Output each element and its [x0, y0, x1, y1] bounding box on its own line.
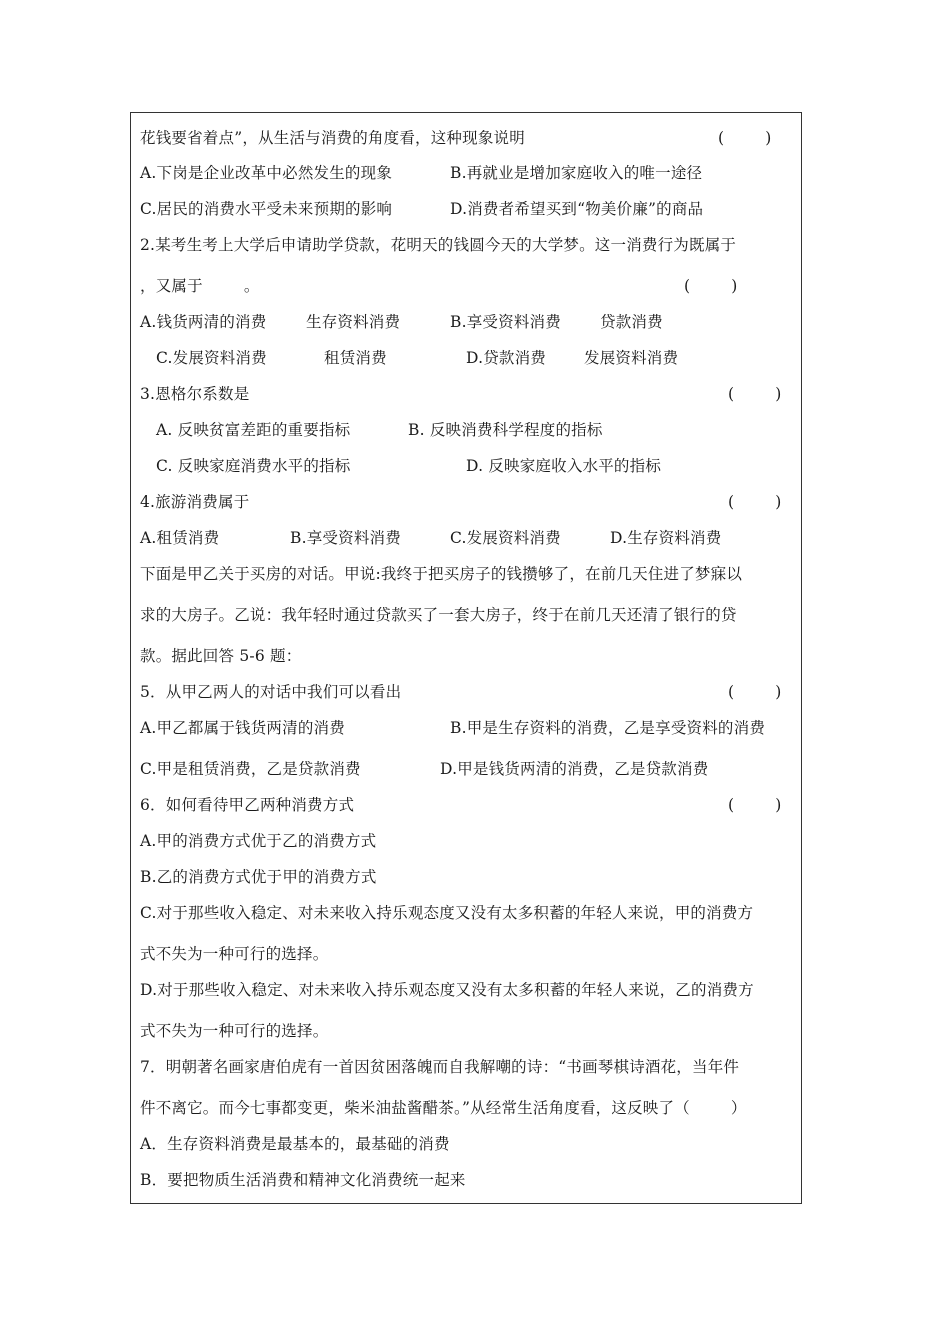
q3-option-a: A. 反映贫富差距的重要指标 [156, 421, 351, 439]
q5-stem-text: 5．从甲乙两人的对话中我们可以看出 [140, 683, 402, 701]
q1-stem-text: 花钱要省着点”，从生活与消费的角度看，这种现象说明 [140, 129, 525, 147]
q3-option-d: D. 反映家庭收入水平的指标 [466, 457, 662, 475]
q6-option-b: B.乙的消费方式优于甲的消费方式 [140, 868, 377, 886]
q2-answer-paren: ( ) [684, 277, 738, 295]
q2-option-d-part-2: 发展资料消费 [584, 349, 679, 367]
q4-stem-text: 4.旅游消费属于 [140, 493, 250, 511]
q5-stem [140, 680, 796, 704]
q2-option-c-part-2: 租赁消费 [324, 349, 387, 367]
q2-option-a-part-2: 生存资料消费 [306, 313, 401, 331]
q2-option-c-part-1: C.发展资料消费 [156, 349, 267, 367]
q3-options-row-1 [140, 418, 796, 442]
q7-option-a-line [140, 1132, 796, 1156]
q7-stem-line-1 [140, 1055, 796, 1079]
q6-option-d-text-1: D.对于那些收入稳定、对未来收入持乐观态度又没有太多积蓄的年轻人来说，乙的消费方 [140, 981, 754, 999]
q5-option-a: A.甲乙都属于钱货两清的消费 [140, 719, 345, 737]
q5-option-d: D.甲是钱货两清的消费，乙是贷款消费 [440, 760, 709, 778]
q4-option-d: D.生存资料消费 [610, 529, 722, 547]
q4-option-b: B.享受资料消费 [290, 529, 401, 547]
q1-option-d: D.消费者希望买到“物美价廉”的商品 [450, 200, 704, 218]
q3-answer-paren: ( ) [728, 385, 782, 403]
q3-option-c: C. 反映家庭消费水平的指标 [156, 457, 351, 475]
q2-stem-line-2 [140, 274, 796, 298]
q2-options-row-1 [140, 310, 796, 334]
q4-option-c: C.发展资料消费 [450, 529, 561, 547]
passage-line-2 [140, 603, 796, 627]
q6-stem-text: 6．如何看待甲乙两种消费方式 [140, 796, 355, 814]
passage-text-1: 下面是甲乙关于买房的对话。甲说:我终于把买房子的钱攒够了，在前几天住进了梦寐以 [140, 565, 743, 583]
q2-stem-line-1 [140, 233, 796, 257]
q1-answer-paren: ( ) [718, 129, 772, 147]
passage-line-3 [140, 644, 796, 668]
q1-options-row-2 [140, 197, 796, 221]
q7-stem-text-1: 7．明朝著名画家唐伯虎有一首因贫困落魄而自我解嘲的诗：“书画琴棋诗酒花，当年件 [140, 1058, 740, 1076]
q4-stem [140, 490, 796, 514]
q6-answer-paren: ( ) [728, 796, 782, 814]
q6-option-c-text-1: C.对于那些收入稳定、对未来收入持乐观态度又没有太多积蓄的年轻人来说，甲的消费方 [140, 904, 754, 922]
q7-stem-text-2: 件不离它。而今七事都变更，柴米油盐酱醋茶。”从经常生活角度看，这反映了（ ） [140, 1099, 747, 1117]
q2-stem-text-1: 2.某考生考上大学后申请助学贷款，花明天的钱圆今天的大学梦。这一消费行为既属于 [140, 236, 737, 254]
q2-option-b-part-2: 贷款消费 [600, 313, 663, 331]
q3-option-b: B. 反映消费科学程度的指标 [408, 421, 603, 439]
q6-option-a-line [140, 829, 796, 853]
q6-option-c-line-2 [140, 942, 796, 966]
q2-option-d-part-1: D.贷款消费 [466, 349, 547, 367]
q1-option-b: B.再就业是增加家庭收入的唯一途径 [450, 164, 703, 182]
q6-option-c-text-2: 式不失为一种可行的选择。 [140, 945, 329, 963]
q3-options-row-2 [140, 454, 796, 478]
q2-stem-text-2: ，又属于 。 [140, 277, 260, 295]
q5-answer-paren: ( ) [728, 683, 782, 701]
q4-options-row [140, 526, 796, 550]
q7-stem-line-2 [140, 1096, 796, 1120]
q7-option-b-line [140, 1168, 796, 1192]
q6-option-d-line-2 [140, 1019, 796, 1043]
q7-option-b: B．要把物质生活消费和精神文化消费统一起来 [140, 1171, 466, 1189]
q1-option-a: A.下岗是企业改革中必然发生的现象 [140, 164, 393, 182]
q6-stem [140, 793, 796, 817]
q6-option-d-text-2: 式不失为一种可行的选择。 [140, 1022, 329, 1040]
q2-option-a-part-1: A.钱货两清的消费 [140, 313, 267, 331]
q5-option-c: C.甲是租赁消费，乙是贷款消费 [140, 760, 361, 778]
q5-options-row-1 [140, 716, 796, 740]
q3-stem [140, 382, 796, 406]
q5-options-row-2 [140, 757, 796, 781]
q6-option-d-line-1 [140, 978, 796, 1002]
q1-options-row-1 [140, 161, 796, 185]
q4-option-a: A.租赁消费 [140, 529, 220, 547]
q1-option-c: C.居民的消费水平受未来预期的影响 [140, 200, 393, 218]
q6-option-b-line [140, 865, 796, 889]
q2-option-b-part-1: B.享受资料消费 [450, 313, 561, 331]
passage-line-1 [140, 562, 796, 586]
passage-text-3: 款。据此回答 5-6 题： [140, 647, 302, 665]
q6-option-c-line-1 [140, 901, 796, 925]
q7-option-a: A．生存资料消费是最基本的，最基础的消费 [140, 1135, 450, 1153]
q6-option-a: A.甲的消费方式优于乙的消费方式 [140, 832, 377, 850]
q3-stem-text: 3.恩格尔系数是 [140, 385, 250, 403]
q2-options-row-2 [140, 346, 796, 370]
q4-answer-paren: ( ) [728, 493, 782, 511]
q5-option-b: B.甲是生存资料的消费，乙是享受资料的消费 [450, 719, 766, 737]
passage-text-2: 求的大房子。乙说：我年轻时通过贷款买了一套大房子，终于在前几天还清了银行的贷 [140, 606, 737, 624]
q1-stem [140, 126, 796, 150]
